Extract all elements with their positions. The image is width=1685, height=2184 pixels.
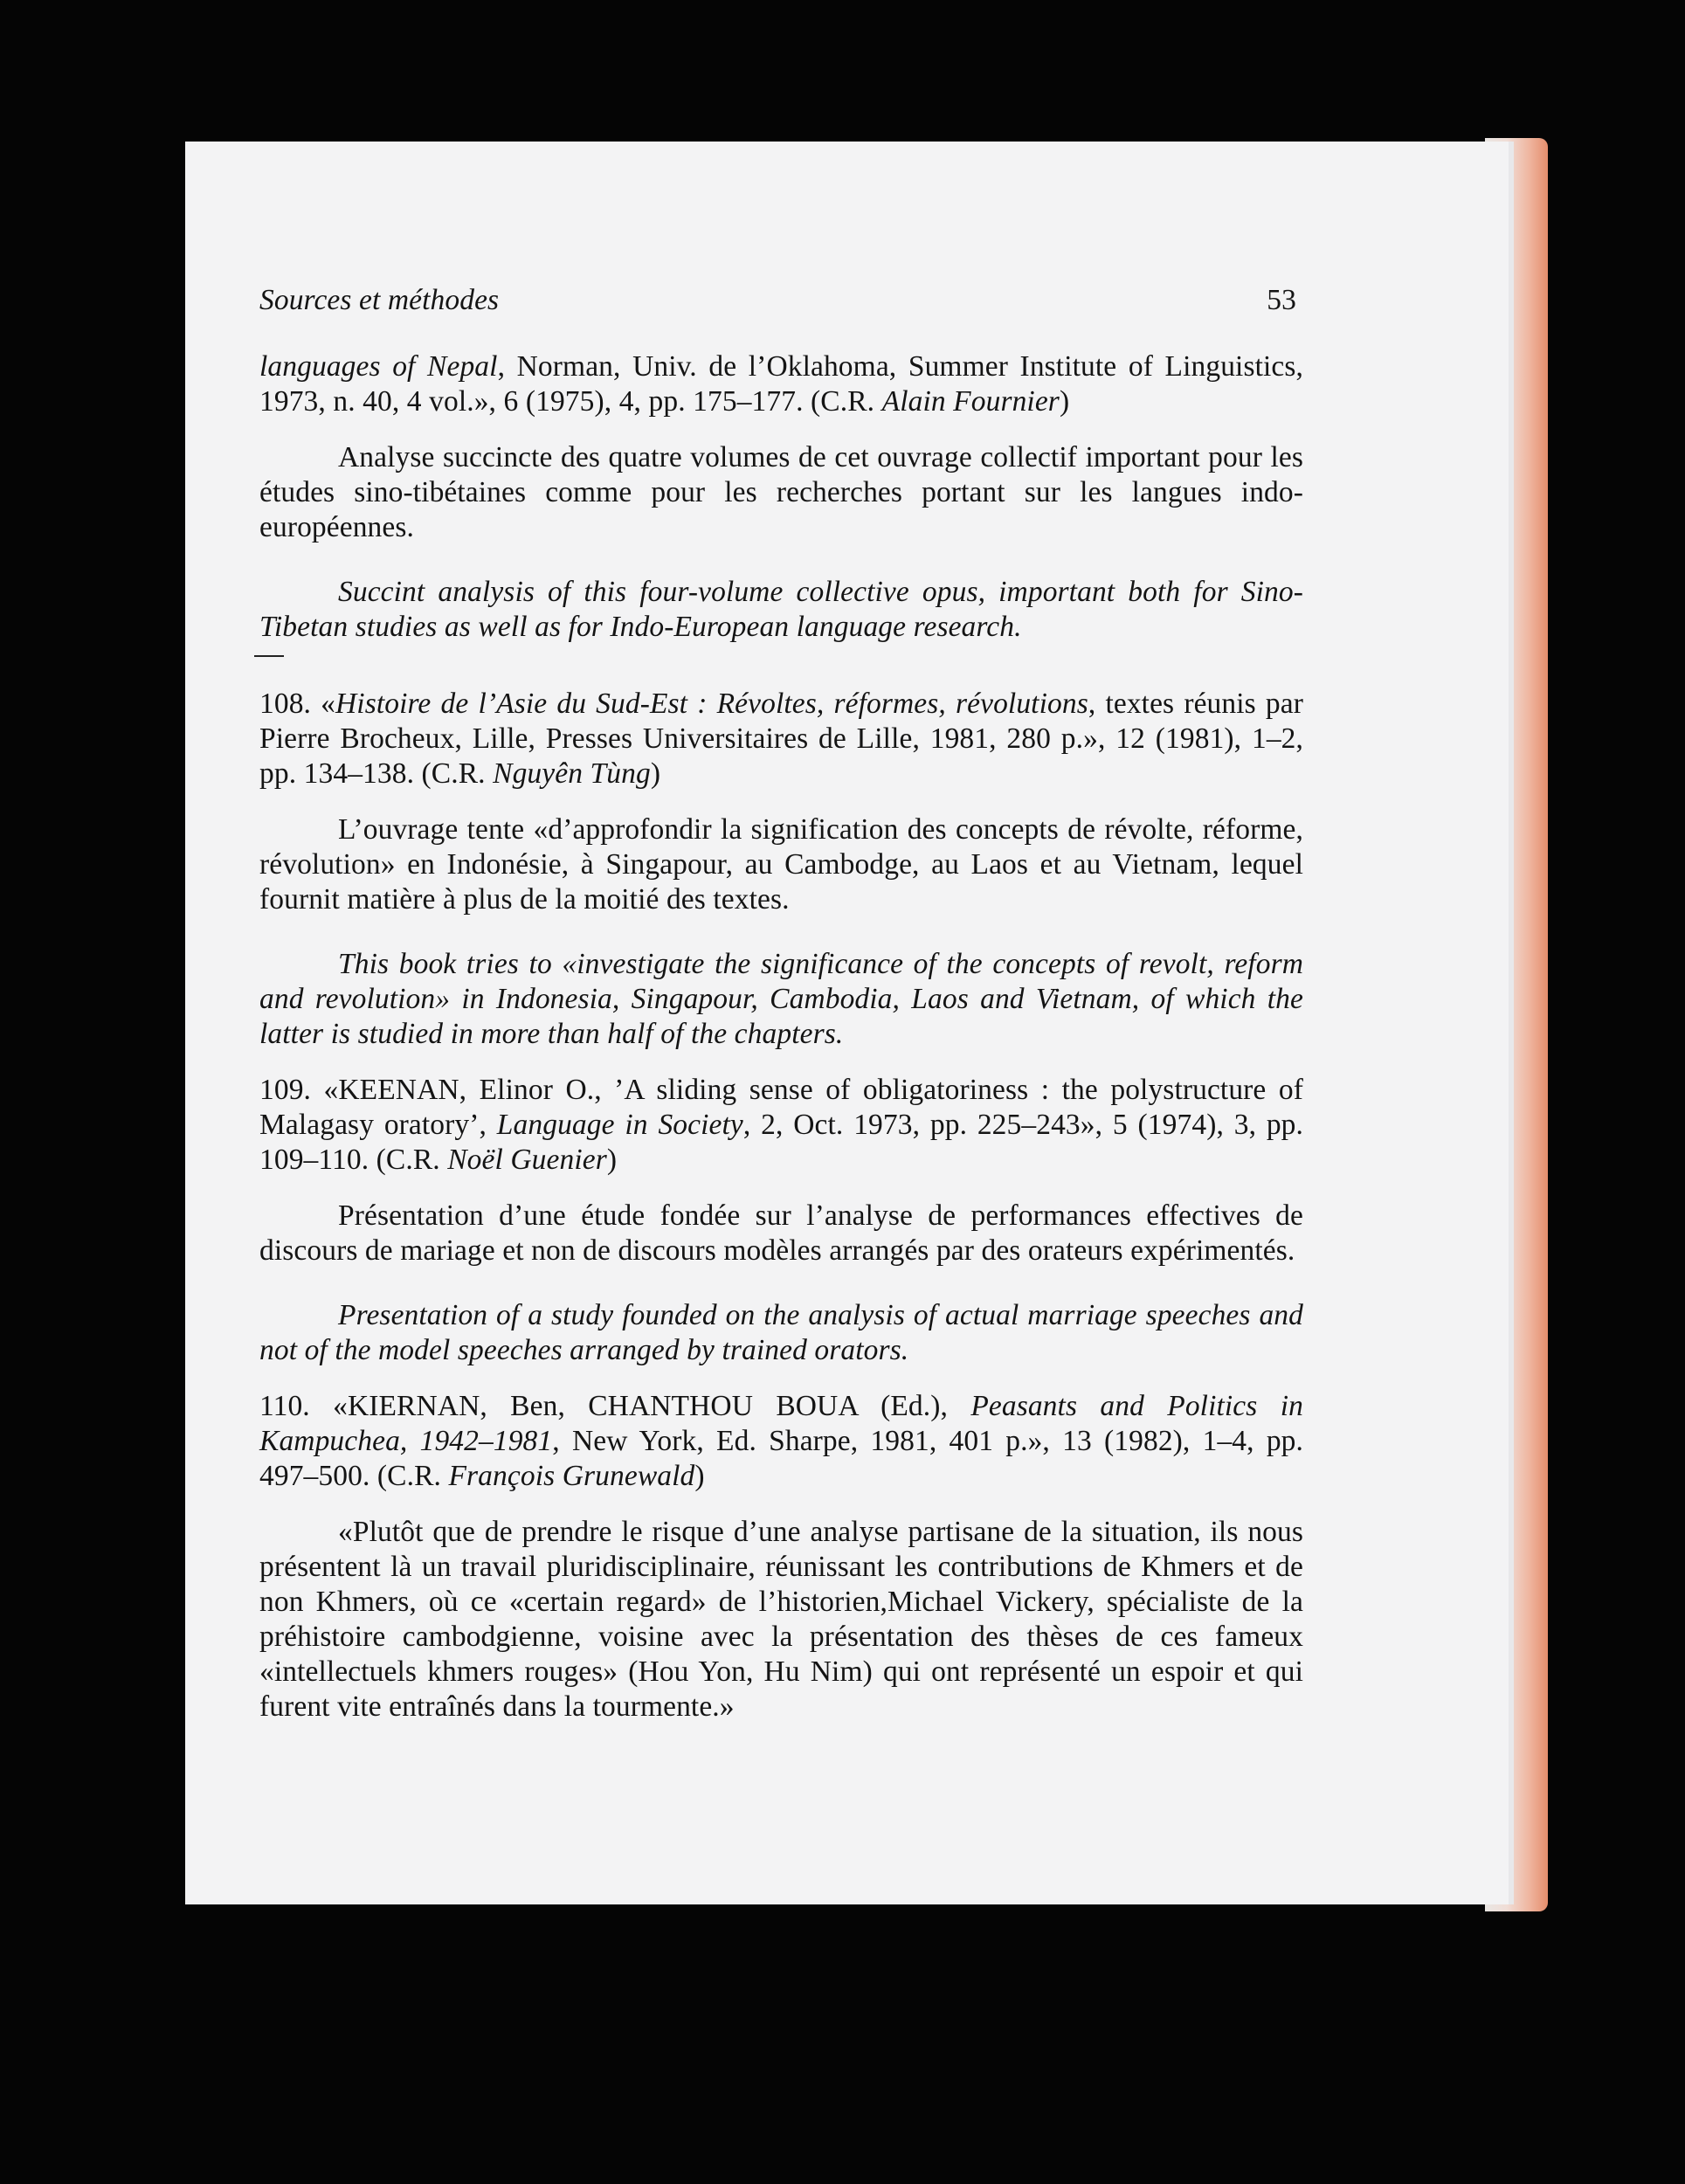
entry-110-close: ) <box>694 1460 705 1492</box>
entry-108-title: Histoire de l’Asie du Sud-Est : Révoltes, réformes, révolutions <box>335 688 1088 720</box>
entry-107-summary-en: Succint analysis of this four-volume collective opus, important both for Sino-Tibetan studies as well as for Indo-European language research. <box>259 576 1303 643</box>
entry-107-title: languages of Nepal <box>259 350 498 383</box>
entry-110-title: Peasants and Politics in Kampuchea, 1942–1981 <box>259 1390 1303 1457</box>
entry-109-reviewer: Noël Guenier <box>447 1144 607 1176</box>
entry-108-summary-fr: L’ouvrage tente «d’approfondir la signification des concepts de révolte, réforme, révolution» en Indonésie, à Singapour, au Cambodge, au Laos et au Vietnam, lequel fournit matière à plus de la moitié des textes. <box>259 813 1303 916</box>
entry-110-reviewer: François Grunewald <box>448 1460 695 1492</box>
entry-109-summary-fr: Présentation d’une étude fondée sur l’analyse de performances effectives de discours de mariage et non de discours modèles arrangés par des orateurs expérimentés. <box>259 1199 1303 1267</box>
entry-107-summary-fr: Analyse succincte des quatre volumes de cet ouvrage collectif important pour les études sino-tibétaines comme pour les recherches portant sur les langues indo-européennes. <box>259 441 1303 543</box>
entry-108-reviewer: Nguyên Tùng <box>493 757 651 790</box>
page-text-block <box>259 283 1303 1754</box>
entry-107-reviewer: Alain Fournier <box>881 385 1060 418</box>
page-number: 53 <box>1267 284 1296 316</box>
entry-110-text-b: , New York, Ed. Sharpe, 1981, 401 p.», 13 (1982), 1–4, pp. 497–500. (C.R. <box>259 1425 1304 1492</box>
entry-110-text-a: 110. «KIERNAN, Ben, CHANTHOU BOUA (Ed.), <box>259 1390 971 1422</box>
entry-108-text: , textes réunis par Pierre Brocheux, Lille, Presses Universitaires de Lille, 1981, 280 p.», 12 (1981), 1–2, pp. 134–138. (C.R. <box>259 688 1304 790</box>
entry-109-summary-en: Presentation of a study founded on the analysis of actual marriage speeches and not of the model speeches arranged by trained orators. <box>259 1299 1303 1366</box>
entry-109-text-b: , 2, Oct. 1973, pp. 225–243», 5 (1974), 3, pp. 109–110. (C.R. <box>259 1109 1304 1176</box>
entry-110-quote-fr: «Plutôt que de prendre le risque d’une analyse partisane de la situation, ils nous présentent là un travail pluridisciplinaire, réunissant les contributions de Khmers et de non Khmers, où ce «certain regard» de l’historien,Michael Vickery, spécialiste de la préhistoire cambodgienne, voisine avec la présentation des thèses de ces fameux «intellectuels khmers rouges» (Hou Yon, Hu Nim) qui ont représenté un espoir et qui furent vite entraînés dans la tourmente.» <box>259 1516 1303 1723</box>
entry-109-text-a: 109. «KEENAN, Elinor O., ’A sliding sense of obligatoriness : the polystructure of Malagasy oratory’, <box>259 1074 1303 1141</box>
entry-107-close: ) <box>1059 385 1070 418</box>
entry-108-summary-en: This book tries to «investigate the significance of the concepts of revolt, reform and revolution» in Indonesia, Singapour, Cambodia, Laos and Vietnam, of which the latter is studied in more than half of the chapters. <box>259 948 1303 1050</box>
entry-109-close: ) <box>606 1144 618 1176</box>
entry-109-journal: Language in Society <box>496 1109 743 1141</box>
entry-107-citation <box>259 349 1303 419</box>
entry-110-citation <box>259 1389 1303 1494</box>
running-head-title: Sources et méthodes <box>259 284 500 316</box>
entry-109-citation <box>259 1073 1303 1178</box>
entry-108-number: 108. « <box>259 688 336 720</box>
entry-107-text: , Norman, Univ. de l’Oklahoma, Summer Institute of Linguistics, 1973, n. 40, 4 vol.», 6 (1975), 4, pp. 175–177. (C.R. <box>259 350 1303 418</box>
book-page <box>185 142 1509 1904</box>
entry-108-close: ) <box>650 757 661 790</box>
separator-rule <box>254 655 284 657</box>
running-head <box>259 283 1303 323</box>
entry-108-citation <box>259 687 1303 791</box>
